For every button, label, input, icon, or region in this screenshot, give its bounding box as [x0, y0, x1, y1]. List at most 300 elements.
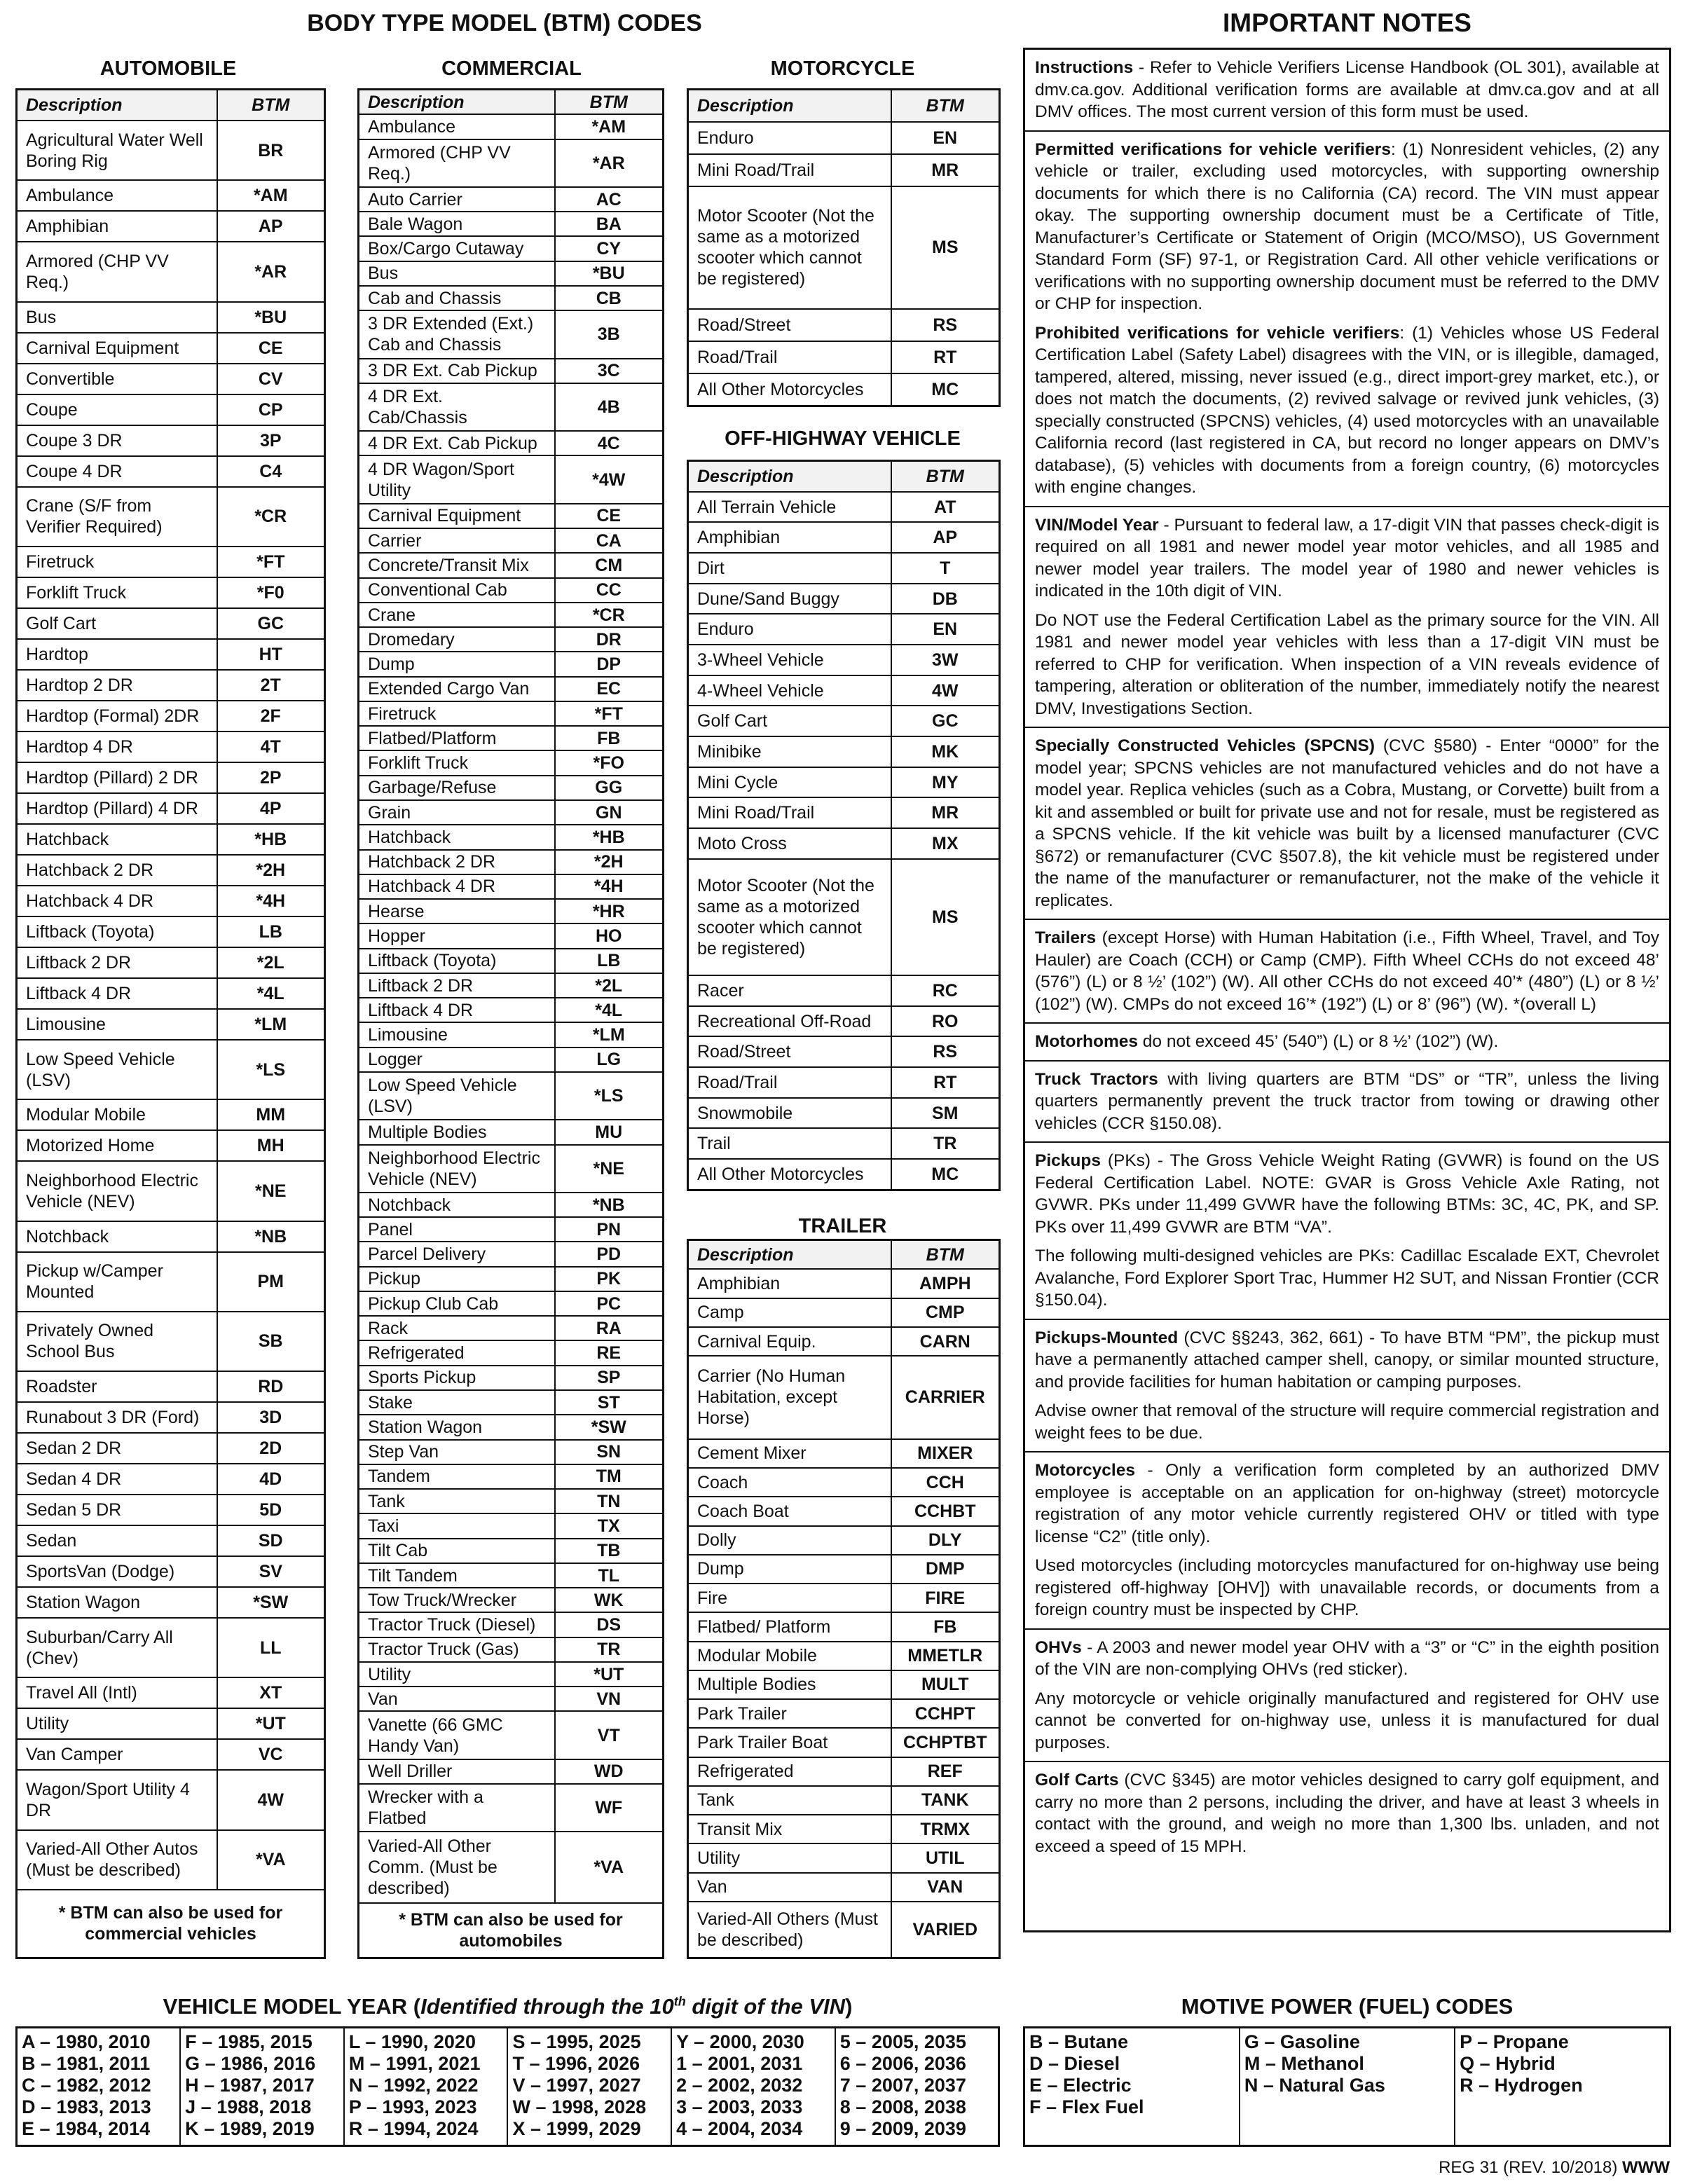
row-description: Liftback (Toyota)	[17, 916, 217, 947]
note-block	[1025, 1320, 1669, 1453]
row-description: All Other Motorcycles	[688, 373, 891, 406]
row-description: Concrete/Transit Mix	[359, 553, 555, 577]
row-btm-code: BR	[217, 121, 325, 180]
row-btm-code: T	[891, 553, 1000, 584]
table-row	[359, 825, 664, 849]
row-btm-code: CP	[217, 394, 325, 425]
row-description: All Other Motorcycles	[688, 1159, 891, 1190]
note-text: - Refer to Vehicle Verifiers License Handbook (OL 301), available at dmv.ca.gov. Additional verification forms are available at dmv.ca.gov and at all DMV offices. The most current version of this form must be used.	[1035, 58, 1659, 121]
row-btm-code: *4H	[555, 874, 664, 899]
model-year-entry: S – 1995, 2025	[512, 2031, 641, 2052]
row-btm-code: RT	[891, 341, 1000, 373]
row-description: Station Wagon	[359, 1415, 555, 1439]
row-description: Well Driller	[359, 1759, 555, 1784]
description-header: Description	[688, 461, 891, 492]
row-description: Van Camper	[17, 1739, 217, 1770]
row-btm-code: *FT	[217, 547, 325, 577]
row-description: Hardtop 2 DR	[17, 670, 217, 701]
model-year-entry: V – 1997, 2027	[512, 2075, 641, 2096]
row-btm-code: MR	[891, 797, 1000, 828]
note-text: (CVC §§243, 362, 661) - To have BTM “PM”, the pickup must have a permanently attached camper shell, canopy, or similar mounted structure, and provide facilities for human habitation or camping purposes.	[1035, 1328, 1659, 1392]
note-text: (CVC §580) - Enter “0000” for the model year; SPCNS vehicles are not manufactured vehicles and do not have a model year. Replica vehicles (such as a Cobra, Mustang, or Corvette) built from a kit and assembled or built for private use and not for resale, must be registered as a SPCNS vehicle. If the kit vehicle was built by a licensed manufacturer (CVC §672) or remanufacturer (CVC §507.8), the kit vehicle must be registered under the name of the manufacturer or remanufacturer, not the make of the vehicle it replicates.	[1035, 736, 1659, 910]
table-row	[688, 1269, 1000, 1298]
row-btm-code: DMP	[891, 1555, 1000, 1584]
table-row	[359, 899, 664, 923]
model-year-entry: G – 1986, 2016	[185, 2053, 316, 2074]
note-heading: Pickups	[1035, 1151, 1101, 1170]
row-btm-code: RT	[891, 1067, 1000, 1098]
row-description: Station Wagon	[17, 1587, 217, 1618]
table-row	[17, 1739, 325, 1770]
note-text: - Pursuant to federal law, a 17-digit VIN that passes check-digit is required on all 1981 and newer model year motor vehicles, and all 1985 and newer model year trailers. The model year of 1980 and newer vehicles is indicated in the 10th digit of VIN.	[1035, 515, 1660, 600]
note-paragraph	[1035, 610, 1659, 720]
model-year-entry: 7 – 2007, 2037	[839, 2075, 966, 2096]
row-btm-code: BA	[555, 212, 664, 236]
row-description: Road/Street	[688, 1036, 891, 1067]
model-year-column	[507, 2028, 671, 2146]
table-footnote-row	[17, 1890, 325, 1958]
row-description: 4 DR Wagon/Sport Utility	[359, 455, 555, 503]
model-year-entry: 5 – 2005, 2035	[839, 2031, 966, 2052]
model-year-column	[835, 2028, 999, 2146]
note-text: (CVC §345) are motor vehicles designed to carry golf equipment, and carry no more than 2 persons, including the driver, and have at least 3 wheels in contact with the ground, and weigh no more than 1,300 lbs. unladen, and not exceed a speed of 15 MPH.	[1035, 1771, 1659, 1856]
row-description: Logger	[359, 1048, 555, 1072]
row-description: Liftback 2 DR	[359, 973, 555, 998]
table-row	[688, 1642, 1000, 1670]
note-paragraph	[1035, 1769, 1659, 1857]
motive-power-entry: N – Natural Gas	[1244, 2075, 1385, 2096]
row-btm-code: RD	[217, 1371, 325, 1402]
table-row	[359, 1022, 664, 1047]
table-row	[688, 614, 1000, 645]
table-header	[688, 1240, 1000, 1270]
row-btm-code: C4	[217, 456, 325, 487]
row-btm-code: CMP	[891, 1298, 1000, 1327]
note-block	[1025, 507, 1669, 729]
note-text: : (1) Vehicles whose US Federal Certification Label (Safety Label) disagrees with the VIN, or is illegible, damaged, tampered, altered, missing, never issued (e.g., direct import-grey market, etc.), or does not match the documents, (2) revived salvage or revived junk vehicles, (3) specially constructed (SPCNS) vehicles, (4) used motorcycles with an unavailable California record (last registered in CA, but record no longer appears on DMV’s database), (5) vehicles with documents from a foreign country, (6) motorcycles with engine changes.	[1035, 323, 1660, 497]
row-btm-code: 2P	[217, 762, 325, 793]
table-row	[688, 1298, 1000, 1327]
row-btm-code: *HB	[555, 825, 664, 849]
row-description: Camp	[688, 1298, 891, 1327]
row-description: Liftback 2 DR	[17, 947, 217, 978]
table-row	[17, 242, 325, 301]
row-description: Privately Owned School Bus	[17, 1312, 217, 1371]
table-row	[359, 1316, 664, 1340]
model-year-entry: L – 1990, 2020	[348, 2031, 476, 2052]
motive-power-entry: G – Gasoline	[1244, 2031, 1360, 2052]
motive-power-entry: R – Hydrogen	[1460, 2075, 1583, 2096]
row-btm-code: 4B	[555, 383, 664, 431]
table-row	[688, 1757, 1000, 1786]
note-text: do not exceed 45’ (540”) (L) or 8 ½’ (102”) (W).	[1138, 1032, 1499, 1051]
row-btm-code: CY	[555, 236, 664, 261]
row-btm-code: 2D	[217, 1433, 325, 1464]
note-text: - A 2003 and newer model year OHV with a “3” or “C” in the eighth position of the VIN are non-complying OHVs (red sticker).	[1035, 1637, 1659, 1679]
row-btm-code: RS	[891, 1036, 1000, 1067]
model-year-entry: 9 – 2009, 2039	[839, 2118, 966, 2139]
row-description: Carnival Equipment	[359, 504, 555, 528]
table-row	[17, 855, 325, 886]
row-btm-code: AP	[217, 211, 325, 242]
row-btm-code: CCH	[891, 1468, 1000, 1497]
row-btm-code: REF	[891, 1757, 1000, 1786]
table-row	[17, 1587, 325, 1618]
row-description: 4 DR Ext. Cab Pickup	[359, 431, 555, 455]
row-description: Varied-All Other Comm. (Must be described)	[359, 1832, 555, 1902]
row-description: Hardtop (Formal) 2DR	[17, 701, 217, 732]
row-btm-code: MK	[891, 736, 1000, 767]
row-description: 4 DR Ext. Cab/Chassis	[359, 383, 555, 431]
note-paragraph	[1035, 1150, 1659, 1238]
model-year-entry: 6 – 2006, 2036	[839, 2053, 966, 2074]
table-row	[17, 1618, 325, 1677]
row-btm-code: 4D	[217, 1464, 325, 1495]
row-description: Pickup Club Cab	[359, 1291, 555, 1316]
ohv-table	[687, 460, 1001, 1191]
row-btm-code: *NB	[217, 1221, 325, 1252]
row-btm-code: *2L	[217, 947, 325, 978]
row-btm-code: *LM	[555, 1022, 664, 1047]
table-row	[359, 455, 664, 503]
row-btm-code: EN	[891, 614, 1000, 645]
row-description: Tractor Truck (Gas)	[359, 1637, 555, 1662]
row-btm-code: 5D	[217, 1495, 325, 1525]
row-description: Hardtop (Pillard) 4 DR	[17, 793, 217, 824]
row-description: Park Trailer Boat	[688, 1728, 891, 1757]
table-row	[359, 236, 664, 261]
table-row	[17, 886, 325, 916]
row-btm-code: SP	[555, 1366, 664, 1390]
motive-power-column	[1240, 2028, 1455, 2146]
table-row	[688, 553, 1000, 584]
row-btm-code: *AR	[555, 139, 664, 187]
row-btm-code: PK	[555, 1267, 664, 1291]
row-btm-code: *LM	[217, 1009, 325, 1040]
row-description: Garbage/Refuse	[359, 776, 555, 800]
trailer-table	[687, 1239, 1001, 1959]
row-description: Dump	[688, 1555, 891, 1584]
row-description: Dromedary	[359, 627, 555, 652]
table-row	[359, 1390, 664, 1415]
model-year-entry: M – 1991, 2021	[348, 2053, 481, 2074]
table-row	[688, 1497, 1000, 1525]
table-row	[17, 1556, 325, 1587]
table-row	[17, 211, 325, 242]
row-btm-code: GN	[555, 800, 664, 825]
row-btm-code: CARN	[891, 1327, 1000, 1356]
table-row	[359, 701, 664, 726]
table-row	[359, 1217, 664, 1242]
row-btm-code: *AM	[555, 114, 664, 139]
table-row	[359, 1340, 664, 1365]
row-description: Utility	[688, 1843, 891, 1872]
table-row	[17, 1161, 325, 1221]
row-description: Enduro	[688, 122, 891, 154]
table-row	[688, 767, 1000, 798]
motive-power-entry: B – Butane	[1029, 2031, 1129, 2052]
row-description: Pickup	[359, 1267, 555, 1291]
row-btm-code: MX	[891, 828, 1000, 859]
table-row	[688, 859, 1000, 975]
table-row	[688, 1098, 1000, 1129]
row-description: Motor Scooter (Not the same as a motorized scooter which cannot be registered)	[688, 186, 891, 309]
motive-power-column	[1455, 2028, 1670, 2146]
row-btm-code: HT	[217, 639, 325, 670]
row-description: Amphibian	[688, 1269, 891, 1298]
row-btm-code: *LS	[217, 1040, 325, 1099]
row-description: Racer	[688, 975, 891, 1006]
table-row	[688, 341, 1000, 373]
row-btm-code: CCHPTBT	[891, 1728, 1000, 1757]
btm-header: BTM	[217, 90, 325, 121]
table-row	[359, 187, 664, 212]
row-description: Box/Cargo Cutaway	[359, 236, 555, 261]
row-btm-code: 4W	[217, 1770, 325, 1829]
note-text: : (1) Nonresident vehicles, (2) any vehicle or trailer, excluding used motorcycles, with supporting ownership documents for which there is no California (CA) record. The VIN must appear okay. The supporting ownership document must be a Certificate of Title, Manufacturer’s Certificate or Statement of Origin (MCO/MSO), US Government Standard Form (SF) 97-1, or Registration Card. All other vehicle verifications or verifications with no supporting ownership document must be referred to the DMV or CHP for inspection.	[1035, 139, 1659, 313]
row-btm-code: AC	[555, 187, 664, 212]
row-btm-code: HO	[555, 923, 664, 948]
row-description: Snowmobile	[688, 1098, 891, 1129]
motive-power-entry: E – Electric	[1029, 2075, 1132, 2096]
row-btm-code: *4H	[217, 886, 325, 916]
row-btm-code: TM	[555, 1464, 664, 1489]
row-btm-code: GC	[217, 608, 325, 639]
row-btm-code: DLY	[891, 1526, 1000, 1555]
row-btm-code: *VA	[217, 1830, 325, 1890]
table-row	[688, 1873, 1000, 1902]
table-row	[359, 212, 664, 236]
row-description: Cement Mixer	[688, 1439, 891, 1468]
row-description: Tilt Cab	[359, 1539, 555, 1563]
table-row	[688, 522, 1000, 553]
row-btm-code: DB	[891, 584, 1000, 614]
row-description: Coach	[688, 1468, 891, 1497]
form-number: REG 31 (REV. 10/2018) WWW	[1439, 2158, 1670, 2177]
note-paragraph	[1035, 322, 1659, 499]
row-description: Sedan 4 DR	[17, 1464, 217, 1495]
row-btm-code: MH	[217, 1130, 325, 1161]
table-row	[688, 1902, 1000, 1958]
model-year-column	[344, 2028, 508, 2146]
table-row	[359, 1832, 664, 1902]
row-description: Multiple Bodies	[359, 1120, 555, 1144]
row-description: Moto Cross	[688, 828, 891, 859]
model-year-row	[17, 2028, 999, 2146]
model-year-entry: H – 1987, 2017	[185, 2075, 315, 2096]
motive-power-title: MOTIVE POWER (FUEL) CODES	[1181, 1994, 1514, 2019]
table-row	[688, 1439, 1000, 1468]
table-row	[17, 947, 325, 978]
row-description: Trail	[688, 1128, 891, 1159]
model-year-entry: Y – 2000, 2030	[676, 2031, 804, 2052]
table-row	[17, 701, 325, 732]
btm-header: BTM	[891, 90, 1000, 123]
table-row	[359, 1711, 664, 1759]
row-btm-code: TL	[555, 1563, 664, 1588]
model-year-entry: E – 1984, 2014	[22, 2118, 151, 2139]
row-description: Sedan 2 DR	[17, 1433, 217, 1464]
table-row	[359, 776, 664, 800]
note-paragraph	[1035, 57, 1659, 123]
row-btm-code: GG	[555, 776, 664, 800]
model-year-entry: J – 1988, 2018	[185, 2096, 312, 2117]
table-row	[359, 114, 664, 139]
ohv-title: OFF-HIGHWAY VEHICLE	[725, 427, 961, 450]
row-description: Road/Street	[688, 309, 891, 341]
table-row	[688, 1555, 1000, 1584]
note-paragraph	[1035, 1245, 1659, 1312]
table-row	[359, 1588, 664, 1612]
table-row	[17, 121, 325, 180]
table-header	[688, 461, 1000, 492]
row-btm-code: TB	[555, 1539, 664, 1563]
row-description: Transit Mix	[688, 1815, 891, 1843]
table-row	[359, 850, 664, 874]
row-description: Minibike	[688, 736, 891, 767]
table-row	[359, 726, 664, 750]
row-description: Refrigerated	[688, 1757, 891, 1786]
note-text: (PKs) - The Gross Vehicle Weight Rating (GVWR) is found on the US Federal Certification Label. NOTE: GVAR is Gross Vehicle Axle Rating, not GVWR. PKs under 11,499 GVWR have the following BTMs: 3C, 4C, PK, and SP. PKs over 11,499 GVWR are BTM “VA”.	[1035, 1151, 1659, 1237]
row-description: Hearse	[359, 899, 555, 923]
row-btm-code: *BU	[217, 302, 325, 333]
table-row	[17, 577, 325, 608]
row-description: Suburban/Carry All (Chev)	[17, 1618, 217, 1677]
note-heading: VIN/Model Year	[1035, 515, 1159, 535]
model-year-entry: 8 – 2008, 2038	[839, 2096, 966, 2117]
table-row	[359, 1687, 664, 1711]
row-description: Mini Road/Trail	[688, 797, 891, 828]
motorcycle-table	[687, 88, 1001, 407]
row-btm-code: 2F	[217, 701, 325, 732]
row-btm-code: *HR	[555, 899, 664, 923]
table-row	[688, 1843, 1000, 1872]
row-description: Forklift Truck	[17, 577, 217, 608]
row-description: All Terrain Vehicle	[688, 492, 891, 523]
row-btm-code: MS	[891, 186, 1000, 309]
row-btm-code: LL	[217, 1618, 325, 1677]
table-row	[688, 1006, 1000, 1037]
row-description: Golf Cart	[688, 706, 891, 736]
row-description: Varied-All Others (Must be described)	[688, 1902, 891, 1958]
table-row	[17, 670, 325, 701]
row-description: Road/Trail	[688, 1067, 891, 1098]
model-year-entry: D – 1983, 2013	[22, 2096, 151, 2117]
row-btm-code: FIRE	[891, 1584, 1000, 1612]
row-description: Low Speed Vehicle (LSV)	[359, 1072, 555, 1120]
table-row	[359, 1489, 664, 1513]
row-description: Hopper	[359, 923, 555, 948]
row-description: Utility	[359, 1662, 555, 1687]
table-row	[17, 793, 325, 824]
table-row	[359, 1612, 664, 1637]
row-description: Step Van	[359, 1440, 555, 1464]
row-description: Hardtop 4 DR	[17, 732, 217, 762]
table-row	[17, 639, 325, 670]
table-row	[359, 677, 664, 701]
row-description: Hardtop	[17, 639, 217, 670]
model-year-entry: T – 1996, 2026	[512, 2053, 640, 2074]
row-description: Dump	[359, 652, 555, 676]
table-row	[688, 1036, 1000, 1067]
row-btm-code: *AR	[217, 242, 325, 301]
note-paragraph	[1035, 1555, 1659, 1621]
table-row	[17, 1130, 325, 1161]
row-btm-code: *FO	[555, 750, 664, 775]
row-btm-code: *BU	[555, 261, 664, 286]
row-description: Tank	[688, 1786, 891, 1815]
table-row	[688, 186, 1000, 309]
table-row	[359, 1242, 664, 1266]
row-btm-code: TX	[555, 1513, 664, 1538]
table-row	[359, 750, 664, 775]
table-row	[17, 1830, 325, 1890]
row-description: Liftback 4 DR	[17, 978, 217, 1009]
row-description: Roadster	[17, 1371, 217, 1402]
table-row	[17, 916, 325, 947]
table-row	[359, 998, 664, 1022]
row-btm-code: UTIL	[891, 1843, 1000, 1872]
row-description: Wagon/Sport Utility 4 DR	[17, 1770, 217, 1829]
motive-power-entry: P – Propane	[1460, 2031, 1569, 2052]
table-row	[17, 1525, 325, 1556]
main-title: BODY TYPE MODEL (BTM) CODES	[307, 10, 702, 36]
commercial-table	[357, 88, 664, 1959]
table-row	[688, 492, 1000, 523]
row-description: Travel All (Intl)	[17, 1677, 217, 1708]
row-description: Agricultural Water Well Boring Rig	[17, 121, 217, 180]
row-description: Stake	[359, 1390, 555, 1415]
row-btm-code: MR	[891, 154, 1000, 186]
row-description: Limousine	[17, 1009, 217, 1040]
row-description: Bus	[359, 261, 555, 286]
row-btm-code: TR	[555, 1637, 664, 1662]
row-description: Carrier	[359, 528, 555, 553]
row-btm-code: *F0	[217, 577, 325, 608]
automobile-title: AUTOMOBILE	[100, 57, 237, 80]
row-btm-code: 2T	[217, 670, 325, 701]
row-description: Golf Cart	[17, 608, 217, 639]
row-btm-code: 4P	[217, 793, 325, 824]
row-btm-code: CE	[555, 504, 664, 528]
table-row	[17, 302, 325, 333]
table-row	[17, 1433, 325, 1464]
row-btm-code: TRMX	[891, 1815, 1000, 1843]
model-year-entry: 4 – 2004, 2034	[676, 2118, 803, 2139]
row-description: 3-Wheel Vehicle	[688, 645, 891, 675]
row-btm-code: *4W	[555, 455, 664, 503]
row-description: Carnival Equip.	[688, 1327, 891, 1356]
table-row	[359, 1267, 664, 1291]
table-row	[359, 1291, 664, 1316]
row-btm-code: *FT	[555, 701, 664, 726]
row-btm-code: 3P	[217, 425, 325, 456]
table-row	[359, 1440, 664, 1464]
row-btm-code: *CR	[555, 603, 664, 627]
row-btm-code: VC	[217, 1739, 325, 1770]
row-description: Neighborhood Electric Vehicle (NEV)	[17, 1161, 217, 1221]
row-description: Van	[688, 1873, 891, 1902]
table-row	[688, 675, 1000, 706]
important-notes	[1023, 48, 1671, 1932]
table-row	[359, 1366, 664, 1390]
table-row	[359, 383, 664, 431]
row-description: Conventional Cab	[359, 578, 555, 603]
note-heading: Specially Constructed Vehicles (SPCNS)	[1035, 736, 1375, 755]
motorcycle-title: MOTORCYCLE	[770, 57, 915, 80]
row-description: Notchback	[17, 1221, 217, 1252]
note-heading: Permitted verifications for vehicle verifiers	[1035, 139, 1391, 159]
